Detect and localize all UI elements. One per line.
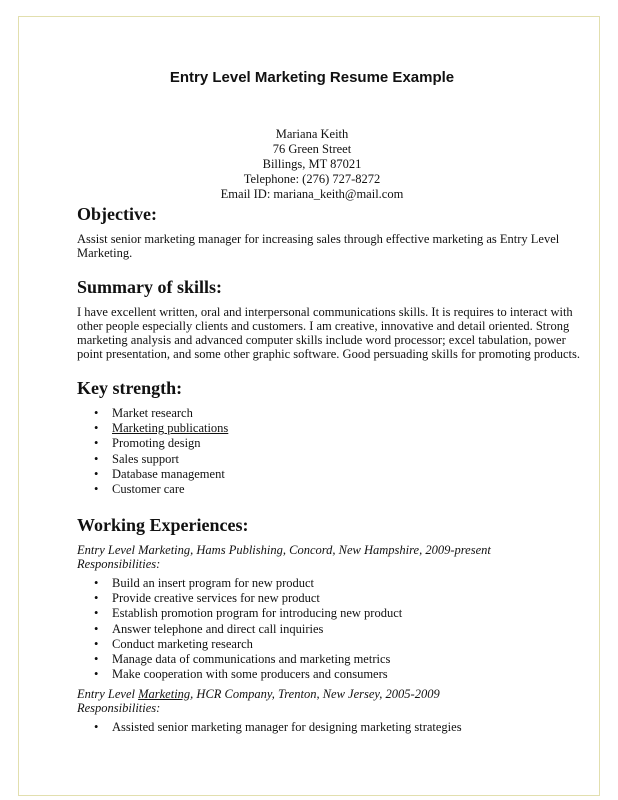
list-item: • Provide creative services for new product	[94, 591, 402, 606]
job2-marketing-link[interactable]: Marketing	[138, 687, 191, 701]
list-item-link[interactable]: • Marketing publications	[94, 421, 228, 436]
job1-line: Entry Level Marketing, Hams Publishing, Concord, New Hampshire, 2009-present	[77, 543, 491, 557]
job1-responsibilities-label: Responsibilities:	[77, 557, 161, 571]
list-item: • Database management	[94, 467, 228, 482]
key-strength-heading: Key strength:	[77, 378, 183, 398]
list-item: • Establish promotion program for introducing new product	[94, 606, 402, 621]
list-item: • Customer care	[94, 482, 228, 497]
job2-line	[77, 687, 440, 701]
list-item: • Make cooperation with some producers and consumers	[94, 667, 402, 682]
contact-email: Email ID: mariana_keith@mail.com	[220, 187, 404, 201]
list-item: • Assisted senior marketing manager for designing marketing strategies	[94, 720, 462, 735]
resume-page	[18, 16, 600, 796]
objective-heading: Objective:	[77, 204, 157, 224]
objective-text: Assist senior marketing manager for increasing sales through effective marketing as Entry Level Marketing.	[77, 232, 560, 260]
contact-city: Billings, MT 87021	[262, 157, 362, 171]
list-item: • Build an insert program for new product	[94, 576, 402, 591]
job1-responsibilities-list	[94, 576, 402, 682]
job2-responsibilities-list	[94, 720, 462, 735]
contact-block	[77, 127, 547, 202]
list-item: • Manage data of communications and marketing metrics	[94, 652, 402, 667]
summary-heading: Summary of skills:	[77, 277, 223, 297]
key-strength-list	[94, 406, 228, 497]
list-item: • Market research	[94, 406, 228, 421]
contact-name: Mariana Keith	[275, 127, 349, 141]
job2-prefix: Entry Level	[77, 687, 139, 701]
list-item: • Sales support	[94, 452, 228, 467]
list-item: • Promoting design	[94, 436, 228, 451]
contact-street: 76 Green Street	[272, 142, 352, 156]
contact-telephone: Telephone: (276) 727-8272	[243, 172, 381, 186]
summary-text: I have excellent written, oral and interpersonal communications skills. It is requires to interact with other people especially clients and customers. I am creative, innovative and detail oriented. Strong marketing analysis and advanced computer skills include word processor; excel tabulation, power point presentation, and some other graphic software. Good persuading skills for promoting products.	[77, 305, 581, 361]
list-item: • Conduct marketing research	[94, 637, 402, 652]
job2-responsibilities-label: Responsibilities:	[77, 701, 161, 715]
job2-rest: , HCR Company, Trenton, New Jersey, 2005-2009	[190, 687, 440, 701]
list-item: • Answer telephone and direct call inquiries	[94, 622, 402, 637]
document-title: Entry Level Marketing Resume Example	[169, 69, 455, 86]
experience-heading: Working Experiences:	[77, 515, 249, 535]
